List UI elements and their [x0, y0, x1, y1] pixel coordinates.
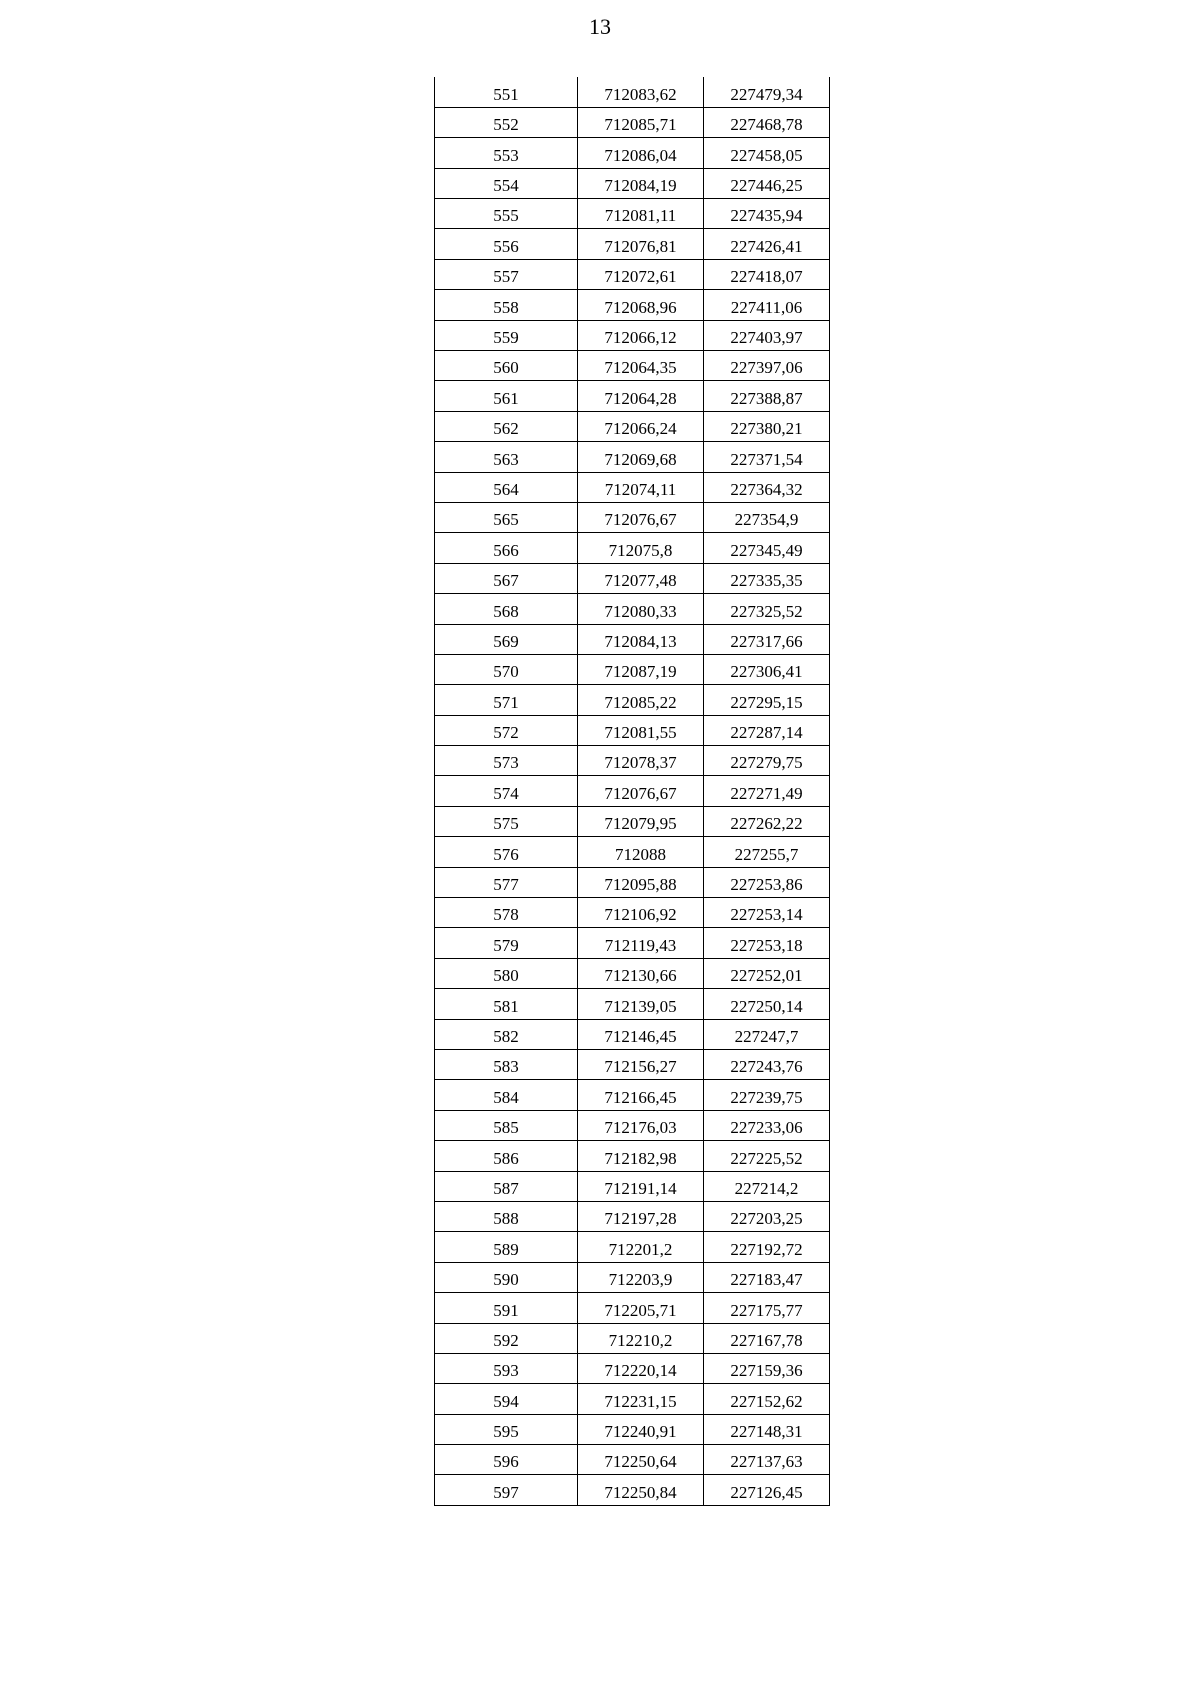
y-coordinate-cell: 227192,72: [704, 1232, 830, 1262]
point-number-cell: 583: [435, 1050, 578, 1080]
y-coordinate-cell: 227225,52: [704, 1141, 830, 1171]
y-coordinate-cell: 227295,15: [704, 685, 830, 715]
point-number-cell: 572: [435, 715, 578, 745]
y-coordinate-cell: 227335,35: [704, 563, 830, 593]
table-row: [435, 259, 830, 289]
point-number-cell: 587: [435, 1171, 578, 1201]
point-number-cell: 562: [435, 411, 578, 441]
x-coordinate-cell: 712081,55: [578, 715, 704, 745]
y-coordinate-cell: 227345,49: [704, 533, 830, 563]
x-coordinate-cell: 712095,88: [578, 867, 704, 897]
table-row: [435, 1384, 830, 1414]
table-row: [435, 685, 830, 715]
point-number-cell: 564: [435, 472, 578, 502]
x-coordinate-cell: 712076,67: [578, 776, 704, 806]
x-coordinate-cell: 712210,2: [578, 1323, 704, 1353]
x-coordinate-cell: 712191,14: [578, 1171, 704, 1201]
y-coordinate-cell: 227253,86: [704, 867, 830, 897]
x-coordinate-cell: 712081,11: [578, 199, 704, 229]
point-number-cell: 555: [435, 199, 578, 229]
y-coordinate-cell: 227214,2: [704, 1171, 830, 1201]
y-coordinate-cell: 227479,34: [704, 77, 830, 107]
table-row: [435, 1445, 830, 1475]
y-coordinate-cell: 227252,01: [704, 958, 830, 988]
coordinates-table: [434, 77, 830, 1506]
x-coordinate-cell: 712064,28: [578, 381, 704, 411]
table-row: [435, 654, 830, 684]
table-row: [435, 624, 830, 654]
y-coordinate-cell: 227137,63: [704, 1445, 830, 1475]
table-row: [435, 1262, 830, 1292]
point-number-cell: 585: [435, 1110, 578, 1140]
point-number-cell: 557: [435, 259, 578, 289]
y-coordinate-cell: 227287,14: [704, 715, 830, 745]
y-coordinate-cell: 227250,14: [704, 989, 830, 1019]
table-row: [435, 320, 830, 350]
x-coordinate-cell: 712078,37: [578, 746, 704, 776]
point-number-cell: 591: [435, 1293, 578, 1323]
x-coordinate-cell: 712079,95: [578, 806, 704, 836]
y-coordinate-cell: 227397,06: [704, 351, 830, 381]
y-coordinate-cell: 227253,18: [704, 928, 830, 958]
y-coordinate-cell: 227152,62: [704, 1384, 830, 1414]
x-coordinate-cell: 712084,13: [578, 624, 704, 654]
x-coordinate-cell: 712119,43: [578, 928, 704, 958]
y-coordinate-cell: 227306,41: [704, 654, 830, 684]
table-row: [435, 442, 830, 472]
table-row: [435, 290, 830, 320]
point-number-cell: 578: [435, 898, 578, 928]
point-number-cell: 573: [435, 746, 578, 776]
point-number-cell: 584: [435, 1080, 578, 1110]
point-number-cell: 551: [435, 77, 578, 107]
y-coordinate-cell: 227325,52: [704, 594, 830, 624]
x-coordinate-cell: 712220,14: [578, 1353, 704, 1383]
point-number-cell: 589: [435, 1232, 578, 1262]
x-coordinate-cell: 712087,19: [578, 654, 704, 684]
x-coordinate-cell: 712088: [578, 837, 704, 867]
x-coordinate-cell: 712197,28: [578, 1201, 704, 1231]
y-coordinate-cell: 227262,22: [704, 806, 830, 836]
table-row: [435, 199, 830, 229]
table-row: [435, 958, 830, 988]
x-coordinate-cell: 712176,03: [578, 1110, 704, 1140]
point-number-cell: 586: [435, 1141, 578, 1171]
table-row: [435, 1293, 830, 1323]
x-coordinate-cell: 712130,66: [578, 958, 704, 988]
x-coordinate-cell: 712086,04: [578, 138, 704, 168]
y-coordinate-cell: 227148,31: [704, 1414, 830, 1444]
point-number-cell: 576: [435, 837, 578, 867]
table-row: [435, 1050, 830, 1080]
table-row: [435, 168, 830, 198]
point-number-cell: 592: [435, 1323, 578, 1353]
y-coordinate-cell: 227233,06: [704, 1110, 830, 1140]
x-coordinate-cell: 712072,61: [578, 259, 704, 289]
table-row: [435, 411, 830, 441]
x-coordinate-cell: 712064,35: [578, 351, 704, 381]
point-number-cell: 566: [435, 533, 578, 563]
point-number-cell: 594: [435, 1384, 578, 1414]
x-coordinate-cell: 712205,71: [578, 1293, 704, 1323]
point-number-cell: 582: [435, 1019, 578, 1049]
point-number-cell: 579: [435, 928, 578, 958]
y-coordinate-cell: 227411,06: [704, 290, 830, 320]
y-coordinate-cell: 227243,76: [704, 1050, 830, 1080]
table-row: [435, 776, 830, 806]
y-coordinate-cell: 227239,75: [704, 1080, 830, 1110]
x-coordinate-cell: 712066,24: [578, 411, 704, 441]
y-coordinate-cell: 227426,41: [704, 229, 830, 259]
point-number-cell: 554: [435, 168, 578, 198]
table-row: [435, 563, 830, 593]
table-row: [435, 472, 830, 502]
point-number-cell: 553: [435, 138, 578, 168]
point-number-cell: 574: [435, 776, 578, 806]
y-coordinate-cell: 227446,25: [704, 168, 830, 198]
table-row: [435, 138, 830, 168]
x-coordinate-cell: 712201,2: [578, 1232, 704, 1262]
point-number-cell: 556: [435, 229, 578, 259]
y-coordinate-cell: 227364,32: [704, 472, 830, 502]
x-coordinate-cell: 712076,81: [578, 229, 704, 259]
y-coordinate-cell: 227317,66: [704, 624, 830, 654]
table-row: [435, 77, 830, 107]
y-coordinate-cell: 227159,36: [704, 1353, 830, 1383]
y-coordinate-cell: 227354,9: [704, 502, 830, 532]
point-number-cell: 575: [435, 806, 578, 836]
x-coordinate-cell: 712066,12: [578, 320, 704, 350]
page-number: 13: [589, 14, 611, 39]
x-coordinate-cell: 712074,11: [578, 472, 704, 502]
table-row: [435, 1141, 830, 1171]
y-coordinate-cell: 227371,54: [704, 442, 830, 472]
point-number-cell: 559: [435, 320, 578, 350]
x-coordinate-cell: 712182,98: [578, 1141, 704, 1171]
y-coordinate-cell: 227253,14: [704, 898, 830, 928]
x-coordinate-cell: 712203,9: [578, 1262, 704, 1292]
table-row: [435, 1201, 830, 1231]
x-coordinate-cell: 712076,67: [578, 502, 704, 532]
table-row: [435, 502, 830, 532]
y-coordinate-cell: 227183,47: [704, 1262, 830, 1292]
x-coordinate-cell: 712075,8: [578, 533, 704, 563]
table-row: [435, 1110, 830, 1140]
x-coordinate-cell: 712250,84: [578, 1475, 704, 1505]
y-coordinate-cell: 227403,97: [704, 320, 830, 350]
point-number-cell: 552: [435, 107, 578, 137]
coordinates-table-body: [435, 77, 830, 1505]
table-row: [435, 1414, 830, 1444]
table-row: [435, 867, 830, 897]
y-coordinate-cell: 227435,94: [704, 199, 830, 229]
y-coordinate-cell: 227167,78: [704, 1323, 830, 1353]
table-row: [435, 898, 830, 928]
y-coordinate-cell: 227175,77: [704, 1293, 830, 1323]
table-row: [435, 1080, 830, 1110]
table-row: [435, 351, 830, 381]
y-coordinate-cell: 227279,75: [704, 746, 830, 776]
table-row: [435, 1323, 830, 1353]
y-coordinate-cell: 227388,87: [704, 381, 830, 411]
point-number-cell: 563: [435, 442, 578, 472]
table-row: [435, 381, 830, 411]
table-row: [435, 989, 830, 1019]
point-number-cell: 558: [435, 290, 578, 320]
point-number-cell: 568: [435, 594, 578, 624]
x-coordinate-cell: 712156,27: [578, 1050, 704, 1080]
table-row: [435, 928, 830, 958]
table-row: [435, 837, 830, 867]
x-coordinate-cell: 712083,62: [578, 77, 704, 107]
x-coordinate-cell: 712084,19: [578, 168, 704, 198]
table-row: [435, 806, 830, 836]
x-coordinate-cell: 712231,15: [578, 1384, 704, 1414]
x-coordinate-cell: 712077,48: [578, 563, 704, 593]
point-number-cell: 565: [435, 502, 578, 532]
point-number-cell: 567: [435, 563, 578, 593]
x-coordinate-cell: 712146,45: [578, 1019, 704, 1049]
x-coordinate-cell: 712166,45: [578, 1080, 704, 1110]
x-coordinate-cell: 712085,22: [578, 685, 704, 715]
y-coordinate-cell: 227468,78: [704, 107, 830, 137]
x-coordinate-cell: 712069,68: [578, 442, 704, 472]
table-row: [435, 533, 830, 563]
point-number-cell: 569: [435, 624, 578, 654]
x-coordinate-cell: 712240,91: [578, 1414, 704, 1444]
x-coordinate-cell: 712250,64: [578, 1445, 704, 1475]
table-row: [435, 715, 830, 745]
y-coordinate-cell: 227380,21: [704, 411, 830, 441]
table-row: [435, 1171, 830, 1201]
point-number-cell: 590: [435, 1262, 578, 1292]
point-number-cell: 560: [435, 351, 578, 381]
point-number-cell: 570: [435, 654, 578, 684]
y-coordinate-cell: 227458,05: [704, 138, 830, 168]
point-number-cell: 581: [435, 989, 578, 1019]
table-row: [435, 107, 830, 137]
y-coordinate-cell: 227126,45: [704, 1475, 830, 1505]
x-coordinate-cell: 712085,71: [578, 107, 704, 137]
point-number-cell: 588: [435, 1201, 578, 1231]
table-row: [435, 1232, 830, 1262]
point-number-cell: 571: [435, 685, 578, 715]
table-row: [435, 746, 830, 776]
x-coordinate-cell: 712068,96: [578, 290, 704, 320]
y-coordinate-cell: 227255,7: [704, 837, 830, 867]
point-number-cell: 577: [435, 867, 578, 897]
point-number-cell: 595: [435, 1414, 578, 1444]
y-coordinate-cell: 227203,25: [704, 1201, 830, 1231]
y-coordinate-cell: 227418,07: [704, 259, 830, 289]
table-row: [435, 229, 830, 259]
y-coordinate-cell: 227247,7: [704, 1019, 830, 1049]
point-number-cell: 593: [435, 1353, 578, 1383]
point-number-cell: 561: [435, 381, 578, 411]
table-row: [435, 1019, 830, 1049]
table-row: [435, 594, 830, 624]
x-coordinate-cell: 712139,05: [578, 989, 704, 1019]
table-row: [435, 1353, 830, 1383]
point-number-cell: 596: [435, 1445, 578, 1475]
point-number-cell: 580: [435, 958, 578, 988]
x-coordinate-cell: 712080,33: [578, 594, 704, 624]
point-number-cell: 597: [435, 1475, 578, 1505]
y-coordinate-cell: 227271,49: [704, 776, 830, 806]
table-row: [435, 1475, 830, 1505]
x-coordinate-cell: 712106,92: [578, 898, 704, 928]
